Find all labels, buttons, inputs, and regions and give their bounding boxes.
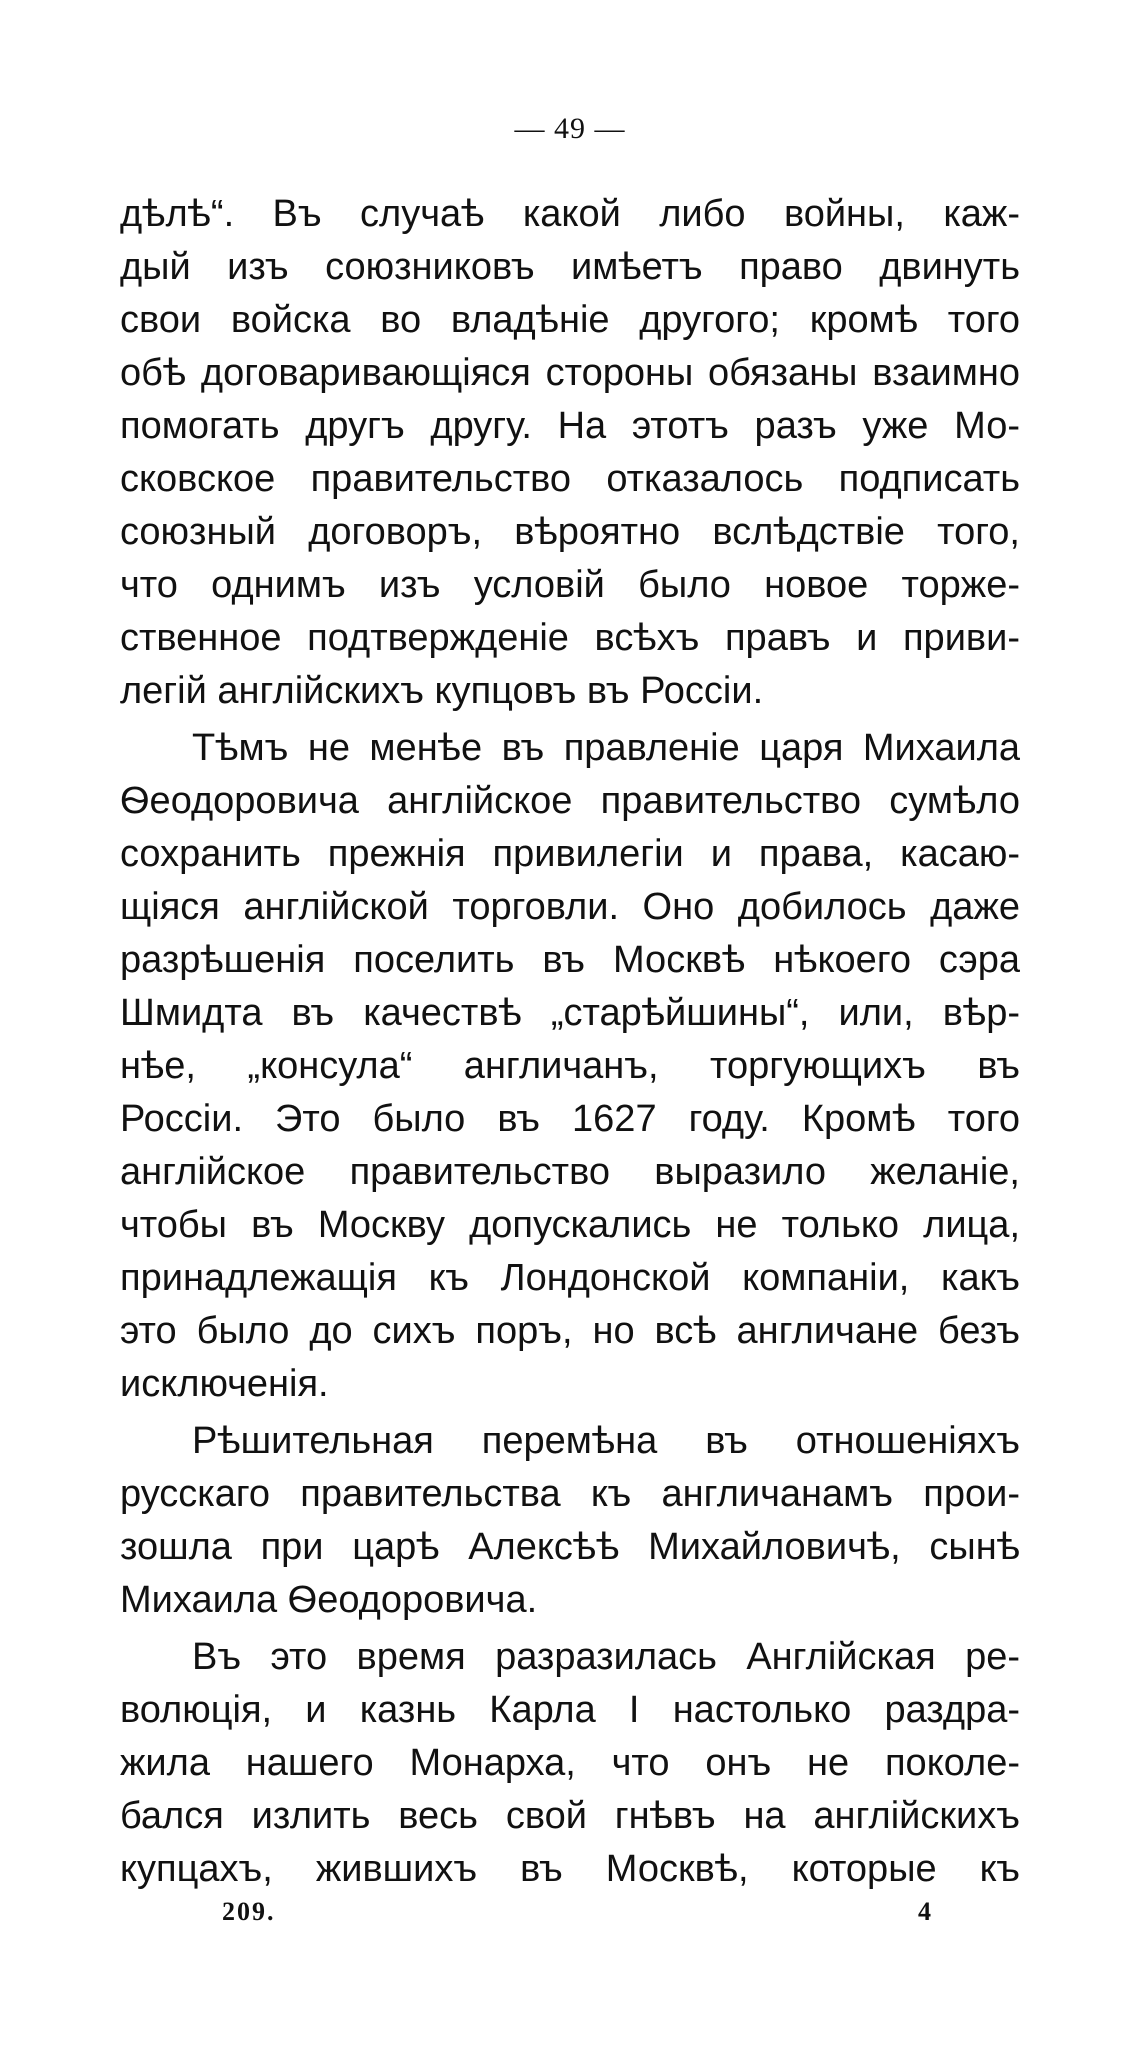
paragraph-3: [120, 1415, 1020, 1627]
text-line: англійское правительство выразило желаніе,: [120, 1151, 1020, 1193]
text-line: чтобы въ Москву допускались не только лица,: [120, 1204, 1020, 1246]
text-line: дѣлѣ“. Въ случаѣ какой либо войны, каж-: [120, 193, 1020, 235]
text-line: это было до сихъ поръ, но всѣ англичане безъ: [120, 1310, 1020, 1352]
text-line: Ѳеодоровича англійское правительство сумѣло: [120, 780, 1020, 822]
leaf-mark: 4: [918, 1897, 931, 1926]
text-line: сохранить прежнія привилегіи и права, касаю-: [120, 833, 1020, 875]
signature-mark: 209.: [222, 1897, 276, 1926]
text-line: щіяся англійской торговли. Оно добилось даже: [120, 886, 1020, 928]
text-line: исключенія.: [120, 1363, 329, 1405]
text-line: ственное подтвержденіе всѣхъ правъ и приви-: [120, 617, 1020, 659]
text-line: разрѣшенія поселить въ Москвѣ нѣкоего сэра: [120, 939, 1020, 981]
text-line: дый изъ союзниковъ имѣетъ право двинуть: [120, 246, 1020, 288]
body-text: [120, 188, 1020, 1896]
text-line: свои войска во владѣніе другого; кромѣ того: [120, 299, 1020, 341]
text-line: легій англійскихъ купцовъ въ Россіи.: [120, 670, 764, 712]
text-line: Россіи. Это было въ 1627 году. Кромѣ того: [120, 1098, 1020, 1140]
text-line: сковское правительство отказалось подписать: [120, 458, 1020, 500]
text-line: союзный договоръ, вѣроятно вслѣдствіе того,: [120, 511, 1020, 553]
text-line: обѣ договаривающіяся стороны обязаны взаимно: [120, 352, 1020, 394]
text-line: жила нашего Монарха, что онъ не поколе-: [120, 1742, 1020, 1784]
text-line: купцахъ, жившихъ въ Москвѣ, которые къ: [120, 1848, 1020, 1890]
text-line: бался излить весь свой гнѣвъ на англійскихъ: [120, 1795, 1020, 1837]
text-line: Тѣмъ не менѣе въ правленіе царя Михаила: [192, 727, 1020, 769]
text-line: принадлежащія къ Лондонской компаніи, какъ: [120, 1257, 1020, 1299]
text-line: русскаго правительства къ англичанамъ прои-: [120, 1473, 1020, 1515]
text-line: нѣе, „консула“ англичанъ, торгующихъ въ: [120, 1045, 1020, 1087]
text-line: Шмидта въ качествѣ „старѣйшины“, или, вѣр-: [120, 992, 1020, 1034]
text-line: помогать другъ другу. На этотъ разъ уже Мо-: [120, 405, 1020, 447]
page-number: — 49 —: [514, 112, 626, 145]
paragraph-1: [120, 188, 1020, 718]
text-line: Въ это время разразилась Англійская ре-: [192, 1636, 1020, 1678]
paragraph-4: [120, 1631, 1020, 1896]
paragraph-2: [120, 722, 1020, 1411]
text-line: что однимъ изъ условій было новое торже-: [120, 564, 1020, 606]
text-line: зошла при царѣ Алексѣѣ Михайловичѣ, сынѣ: [120, 1526, 1020, 1568]
text-line: волюція, и казнь Карла I настолько раздра-: [120, 1689, 1020, 1731]
text-line: Рѣшительная перемѣна въ отношеніяхъ: [192, 1420, 1020, 1462]
text-line: Михаила Ѳеодоровича.: [120, 1579, 538, 1621]
